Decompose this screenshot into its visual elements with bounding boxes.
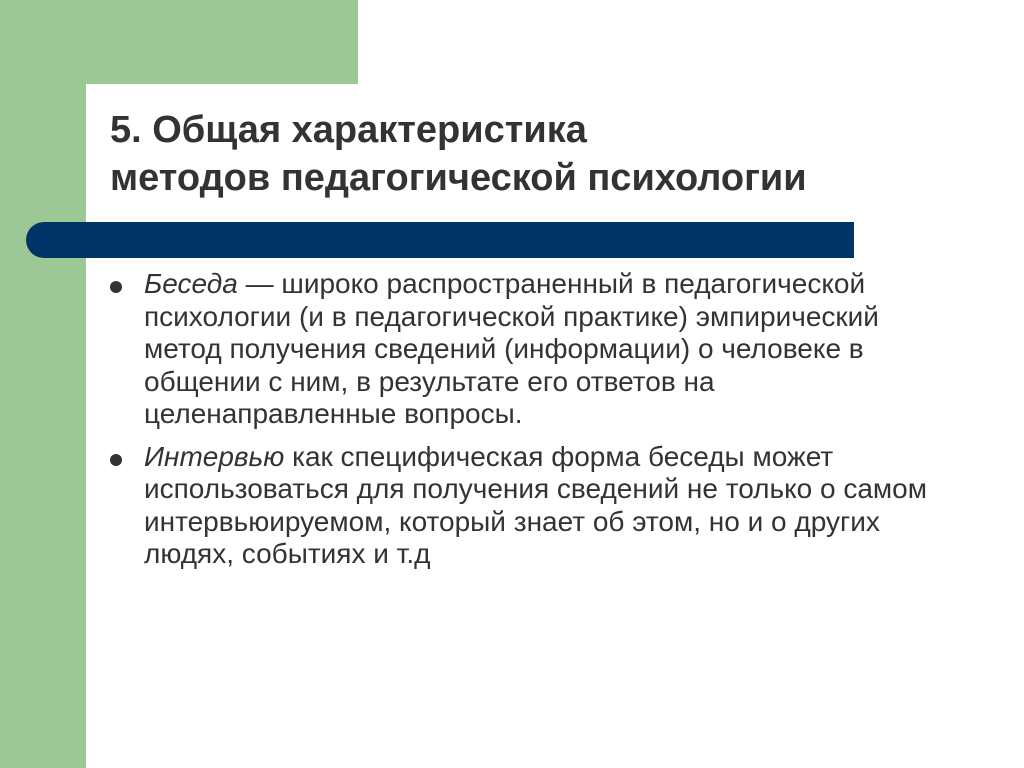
bullet-list — [102, 268, 932, 581]
bullet-item-beseda — [102, 268, 932, 431]
slide-title-line-2: методов педагогической психологии — [110, 157, 807, 199]
bullet-text: как специфическая форма беседы может использоваться для получения сведений не только о самом интервьюируемом, который знает об этом, но и о других людях, событиях и т.д — [144, 440, 928, 569]
bullet-text: — широко распространенный в педагогической психологии (и в педагогической практике) эмпирический метод получения сведений (информации) о человеке в общении с ним, в результате его ответов на целенаправленные вопросы. — [144, 268, 879, 429]
title-divider-bar — [26, 222, 854, 258]
bullet-item-interview — [102, 441, 932, 571]
bullet-term: Беседа — [144, 268, 238, 299]
slide-title — [110, 106, 990, 202]
bullet-dot-icon — [110, 454, 122, 466]
slide-title-line-1: 5. Общая характеристика — [110, 109, 587, 151]
green-side-strip — [0, 0, 86, 768]
bullet-term: Интервью — [144, 440, 285, 472]
bullet-dot-icon — [110, 281, 122, 293]
